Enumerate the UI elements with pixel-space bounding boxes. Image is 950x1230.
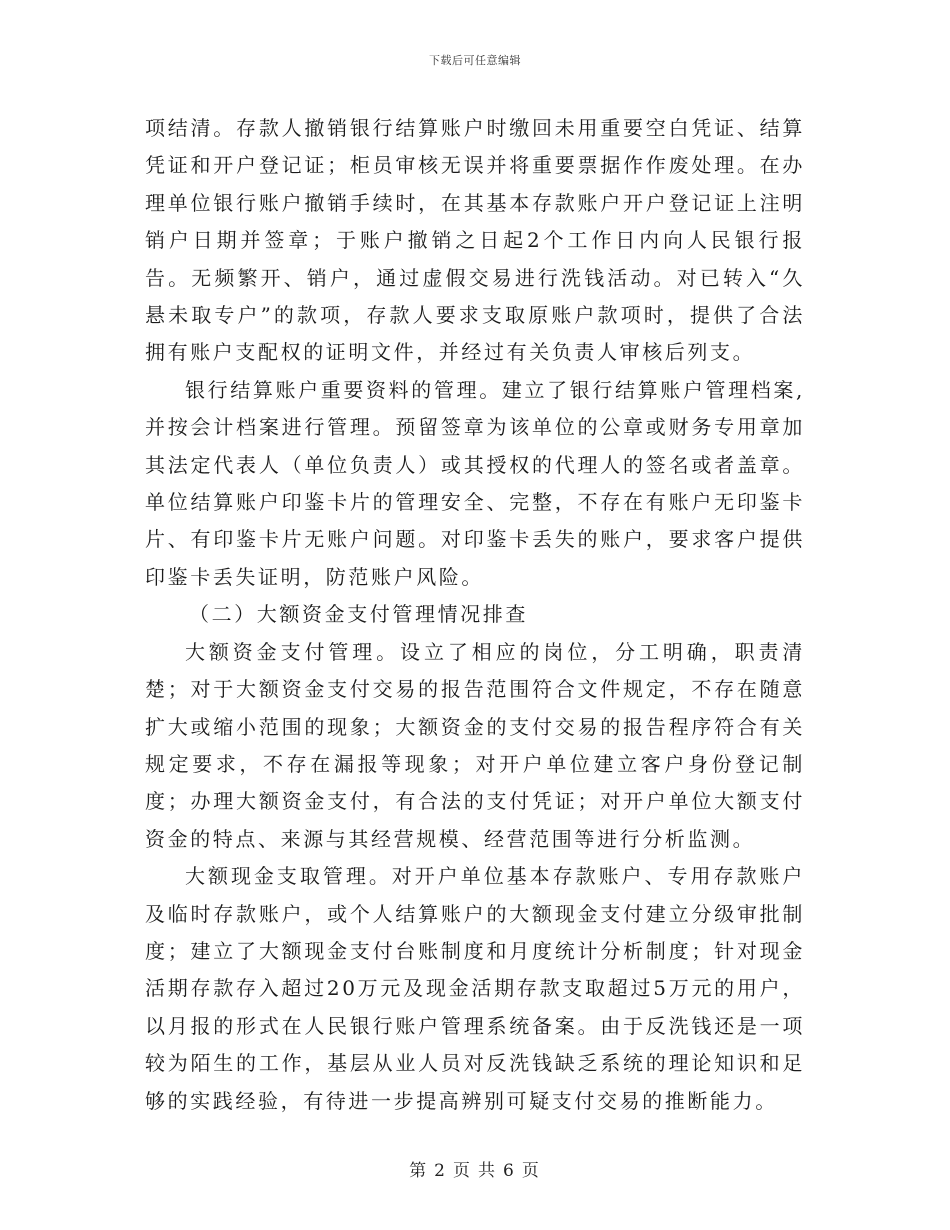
footer-total-word: 共: [478, 1161, 497, 1181]
footer-suffix: 页: [521, 1161, 541, 1181]
paragraph-large-cash-withdrawal: 大额现金支取管理。对开户单位基本存款账户、专用存款账户及临时存款账户，或个人结算账户的大额现金支付建立分级审批制度；建立了大额现金支付台账制度和月度统计分析制度；针对现金活期存款存入超过20万元及现金活期存款支取超过5万元的用户，以月报的形式在人民银行账户管理系统备案。由于反洗钱还是一项较为陌生的工作，基层从业人员对反洗钱缺乏系统的理论知识和足够的实践经验，有待进一步提高辨别可疑支付交易的推断能力。: [145, 864, 805, 1113]
footer-total-pages: 6: [503, 1161, 516, 1181]
document-body: [145, 110, 805, 1120]
page-footer: [0, 1156, 950, 1181]
footer-prefix: 第: [409, 1161, 429, 1181]
section-heading-large-payments: （二）大额资金支付管理情况排查: [189, 602, 528, 627]
footer-current-page: 2: [434, 1161, 447, 1181]
page-header: 下载后可任意编辑: [429, 54, 521, 67]
footer-page-word: 页: [453, 1161, 472, 1181]
paragraph-account-records: 银行结算账户重要资料的管理。建立了银行结算账户管理档案,并按会计档案进行管理。预留签章为该单位的公章或财务专用章加其法定代表人（单位负责人）或其授权的代理人的签名或者盖章。单位结算账户印鉴卡片的管理安全、完整，不存在有账户无印鉴卡片、有印鉴卡片无账户问题。对印鉴卡丢失的账户，要求客户提供印鉴卡丢失证明，防范账户风险。: [145, 377, 805, 589]
paragraph-large-fund-payments: 大额资金支付管理。设立了相应的岗位，分工明确，职责清楚；对于大额资金支付交易的报告范围符合文件规定，不存在随意扩大或缩小范围的现象；大额资金的支付交易的报告程序符合有关规定要求，不存在漏报等现象；对开户单位建立客户身份登记制度；办理大额资金支付，有合法的支付凭证；对开户单位大额支付资金的特点、来源与其经营规模、经营范围等进行分析监测。: [145, 639, 805, 851]
paragraph-account-closing: 项结清。存款人撤销银行结算账户时缴回未用重要空白凭证、结算凭证和开户登记证；柜员审核无误并将重要票据作作废处理。在办理单位银行账户撤销手续时，在其基本存款账户开户登记证上注明销户日期并签章；于账户撤销之日起2个工作日内向人民银行报告。无频繁开、销户，通过虚假交易进行洗钱活动。对已转入“久悬未取专户”的款项，存款人要求支取原账户款项时，提供了合法拥有账户支配权的证明文件，并经过有关负责人审核后列支。: [145, 116, 805, 365]
